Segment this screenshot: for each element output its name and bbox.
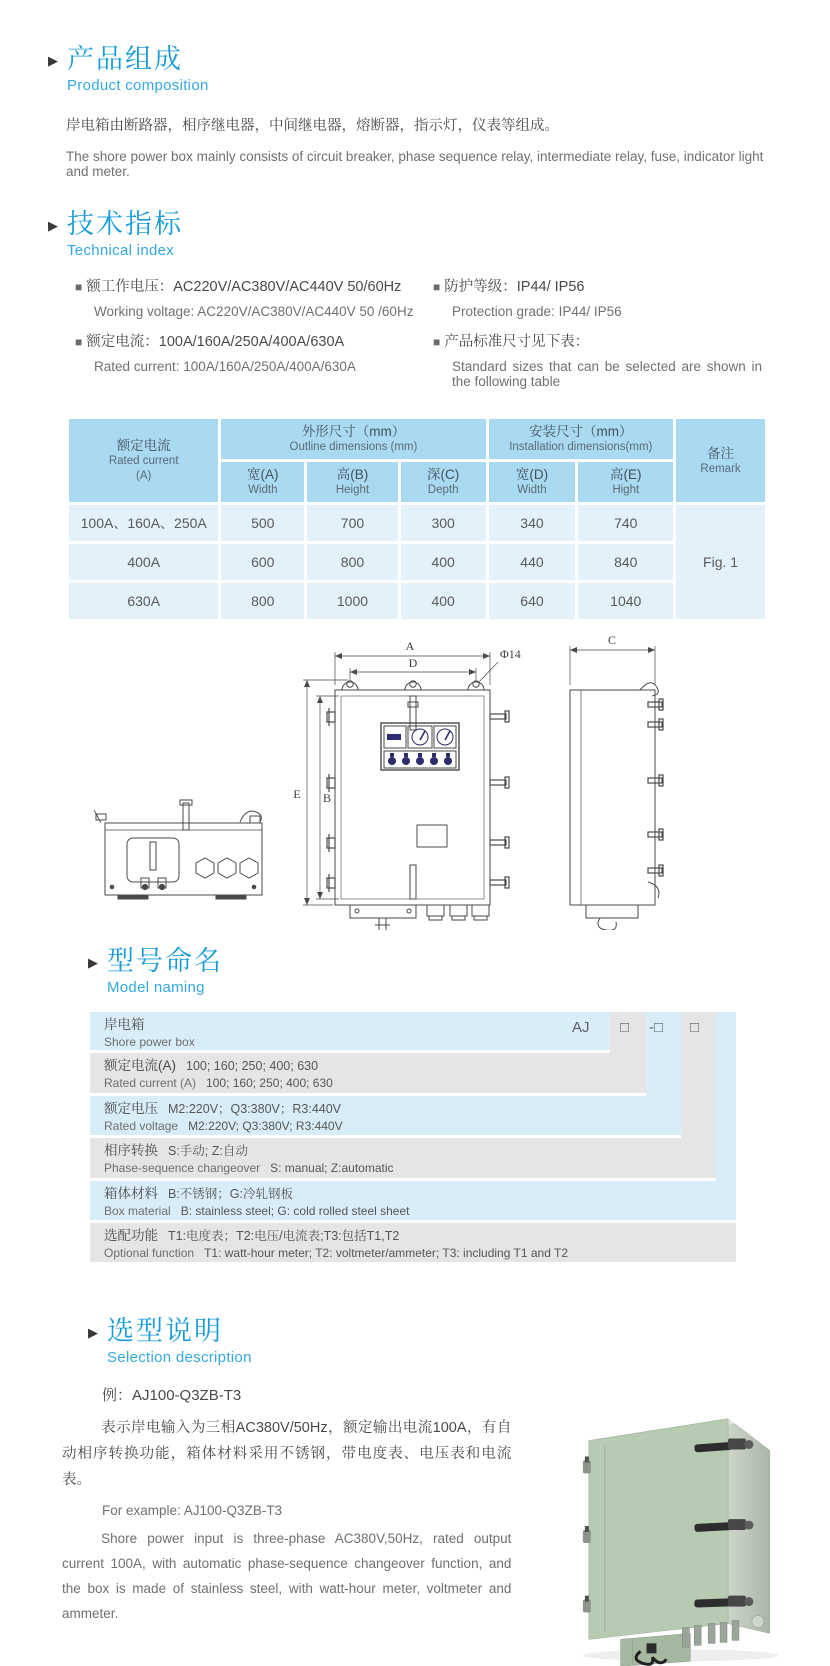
section-heading <box>48 44 770 94</box>
section-model-naming <box>88 946 790 1262</box>
square-bullet-icon: ■ <box>75 335 83 349</box>
cell-remark: Fig. 1 <box>676 505 765 619</box>
selection-desc-en: Shore power input is three-phase AC380V,50Hz, rated output current 100A, with automatic phase-sequence changeover function, and the box is made of stainless steel, with watt-hour meter, voltmeter and ammeter. <box>62 1531 512 1621</box>
section-title-zh: 选型说明 <box>107 1316 223 1346</box>
section-title-en: Product composition <box>67 77 209 94</box>
dimension-drawing <box>0 630 830 930</box>
model-code-box-1: □ <box>620 1019 630 1036</box>
col-header-rated-current <box>69 419 218 502</box>
table-row: 630A 800 1000 400 640 1040 <box>69 583 765 619</box>
model-row-rated-current: 额定电流(A) 100; 160; 250; 400; 630 Rated current (A) 100; 160; 250; 400; 630 <box>90 1053 646 1093</box>
dim-label-hole: Φ14 <box>500 647 521 661</box>
section-selection-description <box>62 1316 800 1666</box>
model-row-box-material: 箱体材料 B:不锈钢；G:冷轧钢板 Box material B: stainless steel; G: cold rolled steel sheet <box>90 1181 736 1220</box>
square-bullet-icon: ■ <box>433 335 441 349</box>
model-row-optional-function: 选配功能 T1:电度表；T2:电压/电流表;T3:包括T1,T2 Optional function T1: watt-hour meter; T2: voltmeter/ammeter; T3: including T1 and T2 <box>90 1223 736 1262</box>
sub-header-width-d: 宽(D) Width <box>489 462 576 502</box>
header-en: Rated current <box>108 455 179 467</box>
composition-desc-zh: 岸电箱由断路器，相序继电器，中间继电器，熔断器，指示灯，仪表等组成。 <box>66 118 559 134</box>
spec-protection-grade <box>433 275 783 319</box>
sub-header-height-b: 高(B) Height <box>307 462 398 502</box>
header-zh: 备注 <box>707 445 735 461</box>
header-en: Outline dimensions (mm) <box>289 441 418 453</box>
model-naming-diagram <box>90 1012 736 1262</box>
section-title-zh: 型号命名 <box>107 946 223 976</box>
cell-current: 400A <box>69 544 218 580</box>
section-arrow-icon: ▶ <box>48 218 58 233</box>
section-title-en: Model naming <box>107 979 205 996</box>
dim-label-c: C <box>607 633 617 647</box>
square-bullet-icon: ■ <box>433 280 441 294</box>
spec-en: Standard sizes that can be selected are shown in the following table <box>452 359 762 389</box>
section-arrow-icon: ▶ <box>88 1325 98 1340</box>
header-zh: 外形尺寸（mm） <box>301 424 406 439</box>
section-technical-index <box>48 209 790 400</box>
spec-standard-sizes <box>433 330 783 389</box>
spec-rated-current <box>75 330 433 374</box>
composition-desc-en: The shore power box mainly consists of circuit breaker, phase sequence relay, intermediate relay, fuse, indicator light and meter. <box>66 149 764 179</box>
spec-en: Protection grade: IP44/ IP56 <box>452 304 622 319</box>
dim-label-d: D <box>408 656 418 670</box>
model-row-shore-power-box: 岸电箱 Shore power box <box>90 1012 610 1050</box>
col-header-remark <box>676 419 765 502</box>
group-header-installation <box>489 419 674 459</box>
section-title-zh: 产品组成 <box>67 44 183 74</box>
spec-zh: 防护等级：IP44/ IP56 <box>444 279 585 295</box>
header-unit: (A) <box>136 470 152 482</box>
header-zh: 安装尺寸（mm） <box>529 424 633 439</box>
model-row-rated-voltage: 额定电压 M2:220V；Q3:380V；R3:440V Rated voltage M2:220V; Q3:380V; R3:440V <box>90 1096 681 1135</box>
model-code-prefix: AJ <box>572 1019 590 1036</box>
model-code-box-2: -□ <box>649 1019 664 1036</box>
size-table <box>66 416 768 622</box>
section-arrow-icon: ▶ <box>88 955 98 970</box>
header-en: Remark <box>700 462 741 475</box>
cell-current: 630A <box>69 583 218 619</box>
section-heading <box>88 1316 800 1366</box>
spec-zh: 额定电流：100A/160A/250A/400A/630A <box>86 334 345 350</box>
square-bullet-icon: ■ <box>75 280 83 294</box>
section-heading <box>48 209 790 259</box>
section-title-en: Selection description <box>107 1349 252 1366</box>
cell-current: 100A、160A、250A <box>69 505 218 541</box>
section-product-composition <box>48 44 770 179</box>
sub-header-hight-e: 高(E) Hight <box>578 462 673 502</box>
dim-label-b: B <box>322 791 332 805</box>
model-code-box-3: □ <box>690 1019 700 1036</box>
product-photo <box>563 1404 800 1666</box>
spec-en: Working voltage: AC220V/AC380V/AC440V 50 /60Hz <box>94 304 414 319</box>
sub-header-width-a: 宽(A) Width <box>221 462 304 502</box>
example-model-zh: 例：AJ100-Q3ZB-T3 <box>102 1387 242 1404</box>
section-heading <box>88 946 790 996</box>
section-title-en: Technical index <box>67 242 175 259</box>
sub-header-depth-c: 深(C) Depth <box>401 462 486 502</box>
model-row-phase-sequence: 相序转换 S:手动; Z:自动 Phase-sequence changeover S: manual; Z:automatic <box>90 1138 716 1178</box>
dim-label-a: A <box>405 639 415 653</box>
selection-text <box>62 1376 511 1666</box>
table-row: 400A 600 800 400 440 840 <box>69 544 765 580</box>
header-zh: 额定电流 <box>116 438 171 453</box>
spec-en: Rated current: 100A/160A/250A/400A/630A <box>94 359 356 374</box>
spec-working-voltage <box>75 275 433 319</box>
selection-desc-zh: 表示岸电输入为三相AC380V/50Hz，额定输出电流100A，有自动相序转换功能，箱体材料采用不锈钢，带电度表、电压表和电流表。 <box>62 1420 512 1488</box>
spec-zh: 额工作电压：AC220V/AC380V/AC440V 50/60Hz <box>86 279 402 295</box>
group-header-outline <box>221 419 485 459</box>
header-en: Installation dimensions(mm) <box>509 441 653 453</box>
spec-zh: 产品标准尺寸见下表： <box>444 334 590 350</box>
example-model-en: For example: AJ100-Q3ZB-T3 <box>102 1503 283 1518</box>
dim-label-e: E <box>293 787 301 801</box>
section-title-zh: 技术指标 <box>67 209 183 239</box>
spec-list <box>75 275 790 400</box>
table-row: 100A、160A、250A 500 700 300 340 740 Fig. 1 <box>69 505 765 541</box>
section-arrow-icon: ▶ <box>48 53 58 68</box>
